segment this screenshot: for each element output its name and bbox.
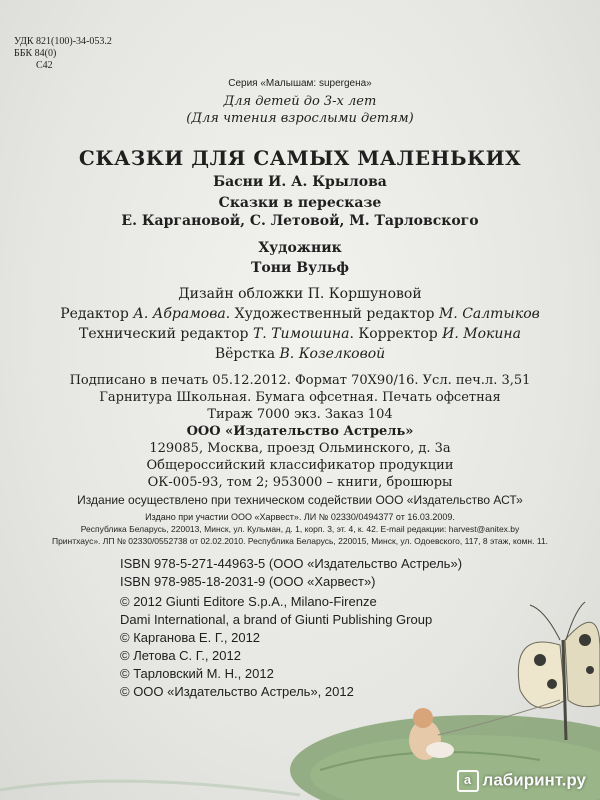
isbn-2: ISBN 978-985-18-2031-9 (ООО «Харвест») (120, 574, 376, 589)
tech-editor-name: Т. Тимошина (252, 326, 350, 342)
copyright-line: Dami International, a brand of Giunti Publishing Group (120, 612, 433, 627)
classifier-line-1: Общероссийский классификатор продукции (146, 458, 454, 473)
classifier-line-2: ОК-005-93, том 2; 953000 – книги, брошюры (147, 475, 453, 490)
small-print-3: Принтхаус». ЛП № 02330/0552738 от 02.02.2010. Республика Беларусь, 220015, Минск, ул. Одоевского, 117, 8 этаж, комн. 11. (51, 536, 549, 546)
publisher-address: 129085, Москва, проезд Ольминского, д. 3а (149, 441, 451, 456)
corrector-label: . Корректор (349, 326, 443, 342)
watermark-text: лабиринт.ру (482, 770, 586, 790)
editor-name: А. Абрамова (133, 306, 226, 322)
print-line-3: Тираж 7000 экз. Заказ 104 (207, 407, 393, 422)
bbk-line: ББК 84(0) (14, 48, 57, 59)
corrector-name: И. Мокина (442, 326, 521, 342)
copyright-line: © Карганова Е. Г., 2012 (120, 630, 261, 645)
age-rating: Для детей до 3-х лет (223, 94, 377, 109)
authors-line-3: Е. Каргановой, С. Летовой, М. Тарловского (121, 213, 479, 229)
author-mark: С42 (36, 60, 53, 71)
udk-line: УДК 821(100)-34-053.2 (14, 36, 112, 47)
publisher-name: ООО «Издательство Астрель» (186, 424, 414, 439)
authors-line-1: Басни И. А. Крылова (213, 174, 387, 190)
art-editor-label: . Художественный редактор (225, 306, 439, 322)
series-name: Серия «Малышам: supergена» (228, 78, 372, 89)
reading-note: (Для чтения взрослыми детям) (186, 111, 414, 126)
book-title: СКАЗКИ ДЛЯ САМЫХ МАЛЕНЬКИХ (78, 146, 522, 170)
illustrator-name: Тони Вульф (250, 260, 350, 276)
authors-line-2: Сказки в пересказе (218, 195, 382, 211)
copyright-line: © Тарловский М. Н., 2012 (120, 666, 274, 681)
watermark-logo (457, 770, 586, 792)
print-line-2: Гарнитура Школьная. Бумага офсетная. Печать офсетная (99, 390, 501, 405)
tech-support-line: Издание осуществлено при техническом содействии ООО «Издательство АСТ» (77, 493, 523, 507)
copyright-line: © ООО «Издательство Астрель», 2012 (120, 684, 354, 699)
layout-name: В. Козелковой (279, 346, 386, 362)
small-print-2: Республика Беларусь, 220013, Минск, ул. Кульман, д. 1, корп. 3, эт. 4, к. 42. E-mail редакции: harvest@anitex.by (80, 524, 520, 534)
art-editor-name: М. Салтыков (438, 306, 540, 322)
illustrator-label: Художник (258, 240, 342, 256)
cover-design: Дизайн обложки П. Коршуновой (178, 286, 422, 302)
layout-label: Вёрстка (214, 346, 280, 362)
print-line-1: Подписано в печать 05.12.2012. Формат 70Х90/16. Усл. печ.л. 3,51 (69, 373, 531, 388)
labirint-icon: а (457, 770, 479, 792)
small-print-1: Издано при участии ООО «Харвест». ЛИ № 02330/0494377 от 16.03.2009. (145, 512, 455, 522)
copyright-line: © Летова С. Г., 2012 (120, 648, 241, 663)
isbn-1: ISBN 978-5-271-44963-5 (ООО «Издательство Астрель») (120, 556, 463, 571)
tech-editor-label: Технический редактор (78, 326, 253, 342)
copyright-line: © 2012 Giunti Editore S.p.A., Milano-Firenze (120, 594, 377, 609)
editor-label: Редактор (60, 306, 134, 322)
